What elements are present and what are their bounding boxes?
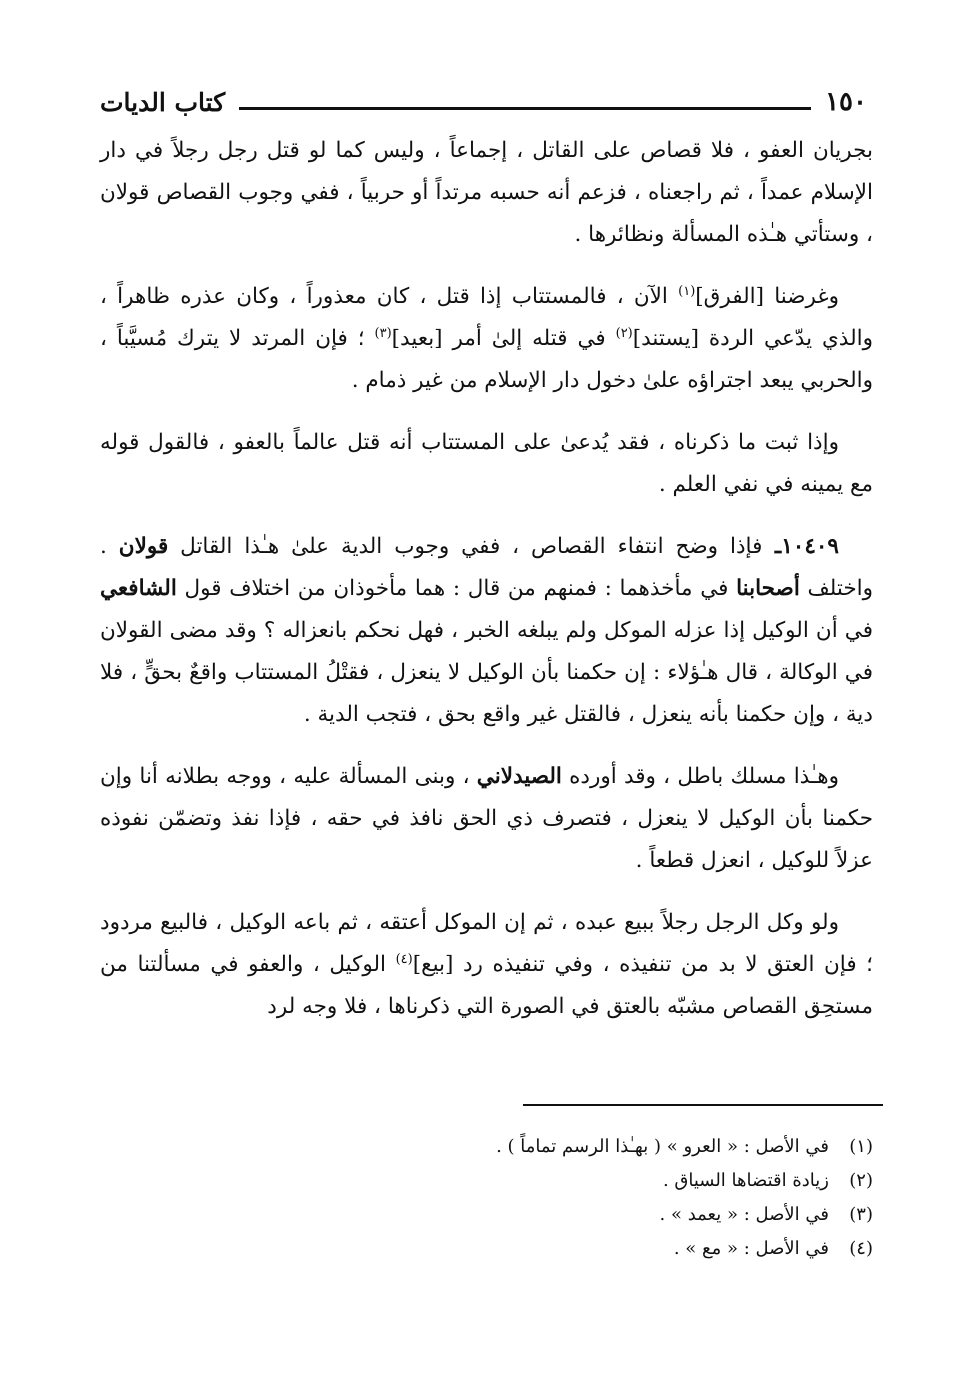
text-segment: الوكيل ، والعفو في مسألتنا من مستحِق القصاص مشبّه بالعتق في الصورة التي ذكرناها ، فلا وجه لرد xyxy=(100,952,873,1019)
footnote-number: (١) xyxy=(849,1136,873,1157)
paragraph xyxy=(100,130,873,256)
footnote-number: (٢) xyxy=(849,1170,873,1191)
header-rule xyxy=(239,107,811,110)
footnote-rule xyxy=(523,1104,883,1106)
text-segment: ؛ فإن المرتد لا يترك مُسيَّباً ، والحربي يبعد اجتراؤه علىٰ دخول دار الإسلام من غير ذمام . xyxy=(100,326,873,393)
footnote xyxy=(100,1130,873,1164)
footnote-text: زيادة اقتضاها السياق . xyxy=(662,1170,829,1191)
footnote-number: (٤) xyxy=(849,1238,873,1259)
footnote-reference: (٤) xyxy=(395,951,413,967)
footnote-number: (٣) xyxy=(849,1204,873,1225)
paragraph xyxy=(100,276,873,402)
bold-term: الصيدلاني xyxy=(476,764,562,789)
text-segment: ، وبنى المسألة عليه ، ووجه بطلانه أنا وإن حكمنا بأن الوكيل لا ينعزل ، فتصرف ذي الحق نافذ في حقه ، فإذا نفذ وتضمّن نفوذه عزلاً للوكيل ، انعزل قطعاً . xyxy=(100,764,873,873)
bold-term: ١٠٤٠٩ـ xyxy=(762,534,839,559)
page-number: ١٥٠ xyxy=(825,87,867,117)
paragraph xyxy=(100,422,873,506)
footnote-reference: (١) xyxy=(678,283,696,299)
footnote-reference: (٣) xyxy=(374,325,392,341)
bold-term: قولان xyxy=(118,534,169,559)
bold-term: الشافعي xyxy=(100,576,177,601)
text-segment: . واختلف xyxy=(100,534,873,601)
bold-term: أصحابنا xyxy=(736,576,800,601)
text-segment: الآن ، فالمستتاب إذا قتل ، كان معذوراً ، وكان عذره ظاهراً ، والذي يدّعي الردة [يستند] xyxy=(100,284,873,351)
text-segment: ولو وكل الرجل رجلاً ببيع عبده ، ثم إن الموكل أعتقه ، ثم باعه الوكيل ، فالبيع مردود ؛ فإن العتق لا بد من تنفيذه ، وفي تنفيذه رد [بيع] xyxy=(100,910,873,977)
text-segment: فإذا وضح انتفاء القصاص ، ففي وجوب الدية علىٰ هـٰذا القاتل xyxy=(168,534,763,559)
running-title: كتاب الديات xyxy=(100,87,226,117)
text-segment: وإذا ثبت ما ذكرناه ، فقد يُدعىٰ على المستتاب أنه قتل عالماً بالعفو ، فالقول قوله مع يمينه في نفي العلم . xyxy=(100,430,873,497)
text-segment: في مأخذهما : فمنهم من قال : هما مأخوذان من اختلاف قول xyxy=(176,576,737,601)
text-segment: في قتله إلىٰ أمر [بعيد] xyxy=(391,326,616,351)
text-segment: وهـٰذا مسلك باطل ، وقد أورده xyxy=(561,764,839,789)
paragraph xyxy=(100,756,873,882)
paragraph xyxy=(100,902,873,1028)
text-segment: في أن الوكيل إذا عزله الموكل ولم يبلغه الخبر ، فهل نحكم بانعزاله ؟ وقد مضى القولان في الوكالة ، قال هـٰؤلاء : إن حكمنا بأن الوكيل لا ينعزل ، فقتْلُ المستتاب واقعٌ بحقٍّ ، فلا دية ، وإن حكمنا بأنه ينعزل ، فالقتل غير واقع بحق ، فتجب الدية . xyxy=(100,618,873,727)
text-segment: بجريان العفو ، فلا قصاص على القاتل ، إجماعاً ، وليس كما لو قتل رجل رجلاً في دار الإسلام عمداً ، ثم راجعناه ، فزعم أنه حسبه مرتداً أو حربياً ، ففي وجوب القصاص قولان ، وستأتي هـٰذه المسألة ونظائرها . xyxy=(100,138,873,247)
paragraph xyxy=(100,526,873,736)
footnote xyxy=(100,1164,873,1198)
body-text xyxy=(100,130,873,1048)
text-segment: وغرضنا [الفرق] xyxy=(695,284,839,309)
footnote-reference: (٢) xyxy=(615,325,633,341)
footnote-text: في الأصل : « يعمد » . xyxy=(659,1204,829,1225)
footnote xyxy=(100,1232,873,1266)
footnote-text: في الأصل : « مع » . xyxy=(673,1238,829,1259)
footnote-text: في الأصل : « العرو » ( بهـٰذا الرسم تماماً ) . xyxy=(496,1136,829,1157)
footnotes xyxy=(100,1130,873,1266)
footnote xyxy=(100,1198,873,1232)
page-header xyxy=(100,82,867,122)
